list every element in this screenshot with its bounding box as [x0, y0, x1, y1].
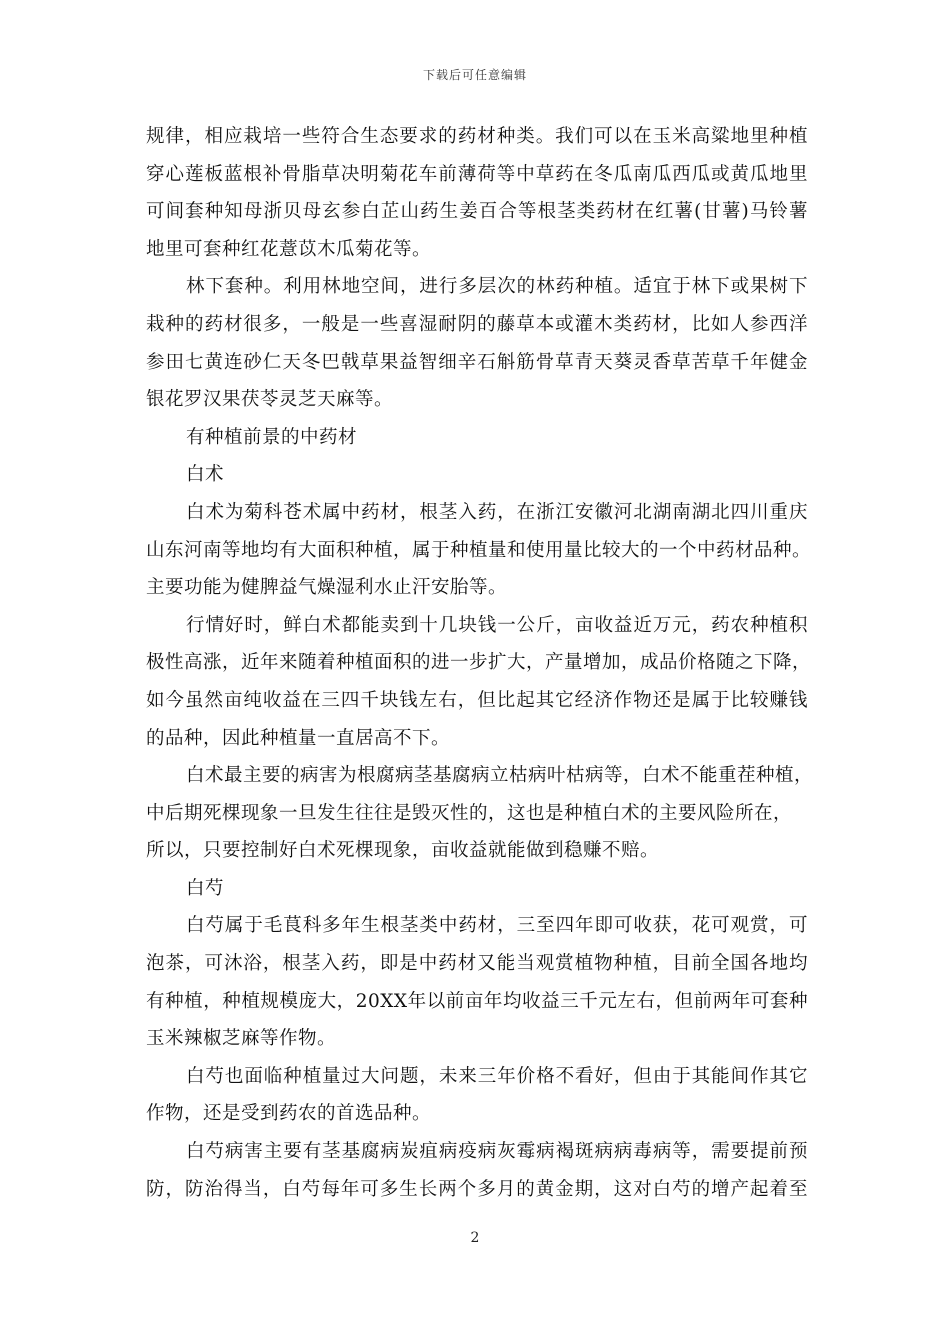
text-line: 中后期死棵现象一旦发生往往是毁灭性的，这也是种植白术的主要风险所在，: [146, 802, 793, 824]
text-line: 地里可套种红花薏苡木瓜菊花等。: [146, 238, 432, 260]
text-line: 白芍属于毛茛科多年生根茎类中药材，三至四年即可收获，花可观赏，可: [186, 915, 808, 937]
text-line: 作物，还是受到药农的首选品种。: [146, 1103, 432, 1125]
text-line: 白术为菊科苍术属中药材，根茎入药，在浙江安徽河北湖南湖北四川重庆: [186, 501, 808, 523]
text-line: 可间套种知母浙贝母玄参白芷山药生姜百合等根茎类药材在红薯(甘薯)马铃薯: [146, 201, 808, 223]
text-line: 林下套种。利用林地空间，进行多层次的林药种植。适宜于林下或果树下: [186, 276, 808, 298]
text-line: 极性高涨，近年来随着种植面积的进一步扩大，产量增加，成品价格随之下降，: [146, 652, 812, 674]
text-line: 规律，相应栽培一些符合生态要求的药材种类。我们可以在玉米高粱地里种植: [146, 126, 808, 147]
text-line: 有种植前景的中药材: [186, 426, 358, 448]
text-line: 的品种，因此种植量一直居高不下。: [146, 727, 451, 749]
text-line: 栽种的药材很多，一般是一些喜湿耐阴的藤草本或灌木类药材，比如人参西洋: [146, 313, 808, 335]
document-body: [146, 118, 814, 1208]
text-line: 银花罗汉果茯苓灵芝天麻等。: [146, 389, 394, 411]
text-line: 白芍也面临种植量过大问题，未来三年价格不看好，但由于其能间作其它: [186, 1065, 808, 1087]
text-line: 玉米辣椒芝麻等作物。: [146, 1028, 337, 1050]
text-line: 山东河南等地均有大面积种植，属于种植量和使用量比较大的一个中药材品种。: [146, 539, 812, 561]
text-line: 有种植，种植规模庞大，20XX年以前亩年均收益三千元左右，但前两年可套种: [146, 990, 808, 1012]
page-header: 下载后可任意编辑: [422, 68, 527, 82]
text-line: 参田七黄连砂仁天冬巴戟草果益智细辛石斛筋骨草青天葵灵香草苦草千年健金: [146, 351, 808, 373]
text-line: 白芍病害主要有茎基腐病炭疽病疫病灰霉病褐斑病病毒病等，需要提前预: [186, 1141, 808, 1163]
text-line: 防，防治得当，白芍每年可多生长两个多月的黄金期，这对白芍的增产起着至: [146, 1178, 808, 1200]
text-line: 白术最主要的病害为根腐病茎基腐病立枯病叶枯病等，白术不能重茬种植，: [186, 765, 814, 787]
page-number: 2: [470, 1230, 480, 1246]
text-line: 行情好时，鲜白术都能卖到十几块钱一公斤，亩收益近万元，药农种植积: [186, 614, 808, 636]
text-line: 白芍: [186, 877, 225, 899]
text-line: 白术: [186, 464, 225, 486]
text-line: 如今虽然亩纯收益在三四千块钱左右，但比起其它经济作物还是属于比较赚钱: [146, 689, 808, 711]
text-line: 穿心莲板蓝根补骨脂草决明菊花车前薄荷等中草药在冬瓜南瓜西瓜或黄瓜地里: [146, 163, 808, 185]
text-line: 主要功能为健脾益气燥湿利水止汗安胎等。: [146, 577, 508, 599]
text-line: 泡茶，可沐浴，根茎入药，即是中药材又能当观赏植物种植，目前全国各地均: [146, 953, 808, 975]
text-line: 所以，只要控制好白术死棵现象，亩收益就能做到稳赚不赔。: [146, 840, 660, 862]
